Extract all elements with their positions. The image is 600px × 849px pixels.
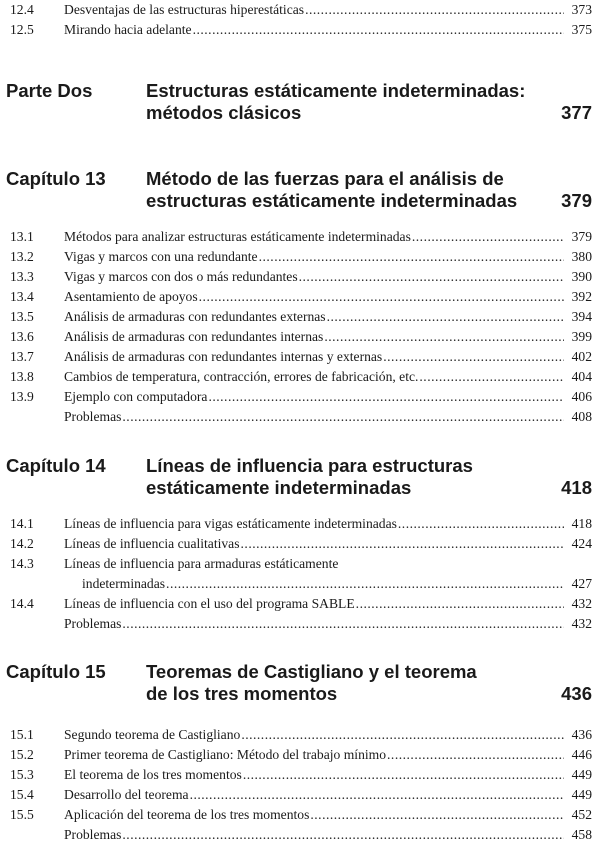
section-number: 12.5: [10, 22, 34, 37]
toc-entry: [0, 785, 600, 805]
leader-dots: [122, 825, 564, 845]
leader-dots: [122, 614, 564, 634]
leader-dots: [310, 805, 564, 825]
toc-entry-problems: [0, 407, 600, 427]
section-title: Segundo teorema de Castigliano: [64, 727, 241, 742]
chapter-page: 436: [561, 683, 592, 704]
section-number: 14.4: [10, 596, 34, 611]
section-number: 13.9: [10, 389, 34, 404]
section-number: 14.2: [10, 536, 34, 551]
page-number: 392: [571, 289, 592, 304]
section-title: Vigas y marcos con dos o más redundantes: [64, 269, 298, 284]
section-title: Asentamiento de apoyos: [64, 289, 198, 304]
leader-dots: [356, 594, 564, 614]
page-number: 449: [571, 767, 592, 782]
leader-dots: [243, 765, 564, 785]
leader-dots: [122, 407, 564, 427]
leader-dots: [419, 367, 564, 387]
toc-entry: [0, 0, 600, 20]
leader-dots: [241, 534, 564, 554]
section-title: Mirando hacia adelante: [64, 22, 192, 37]
leader-dots: [190, 785, 564, 805]
leader-dots: [324, 327, 564, 347]
part-page: 377: [561, 102, 592, 123]
toc-entry: [0, 594, 600, 614]
toc-entry-problems: [0, 614, 600, 634]
chapter-page: 418: [561, 477, 592, 498]
section-number: 15.5: [10, 807, 34, 822]
section-title: El teorema de los tres momentos: [64, 767, 242, 782]
section-title-continued: indeterminadas: [82, 576, 166, 591]
toc-entry: [0, 307, 600, 327]
page-number: 449: [571, 787, 592, 802]
chapter-title: Líneas de influencia para estructuras estáticamente indeterminadas: [146, 455, 473, 498]
section-number: 15.2: [10, 747, 34, 762]
toc-entry: [0, 387, 600, 407]
leader-dots: [305, 0, 564, 20]
section-title: Líneas de influencia para armaduras estáticamente: [64, 556, 339, 571]
leader-dots: [383, 347, 564, 367]
section-title: Desarrollo del teorema: [64, 787, 189, 802]
page-number: 399: [571, 329, 592, 344]
toc-entry: [0, 227, 600, 247]
section-number: 13.1: [10, 229, 34, 244]
section-title: Análisis de armaduras con redundantes internas: [64, 329, 324, 344]
section-title: Líneas de influencia con el uso del programa SABLE: [64, 596, 355, 611]
section-number: 13.4: [10, 289, 34, 304]
page-number: 380: [571, 249, 592, 264]
page-number: 436: [571, 727, 592, 742]
section-number: 15.1: [10, 727, 34, 742]
section-number: 13.2: [10, 249, 34, 264]
part-title: Estructuras estáticamente indeterminadas: métodos clásicos: [146, 80, 526, 123]
leader-dots: [398, 514, 564, 534]
section-title: Ejemplo con computadora: [64, 389, 208, 404]
toc-entry: [0, 805, 600, 825]
section-title: Análisis de armaduras con redundantes internas y externas: [64, 349, 383, 364]
leader-dots: [259, 247, 564, 267]
section-title: Análisis de armaduras con redundantes externas: [64, 309, 326, 324]
chapter-heading: [0, 455, 600, 499]
toc-entry-problems: [0, 825, 600, 845]
section-number: 12.4: [10, 2, 34, 17]
section-title: Desventajas de las estructuras hiperestáticas: [64, 2, 305, 17]
leader-dots: [241, 725, 564, 745]
section-number: 13.3: [10, 269, 34, 284]
toc-entry: [0, 534, 600, 554]
page-number: 408: [571, 409, 592, 424]
page-number: 432: [571, 616, 592, 631]
section-title: Vigas y marcos con una redundante: [64, 249, 258, 264]
page-number: 373: [571, 2, 592, 17]
section-number: 13.7: [10, 349, 34, 364]
part-heading: [0, 80, 600, 124]
section-number: 14.1: [10, 516, 34, 531]
page-number: 446: [571, 747, 592, 762]
leader-dots: [166, 574, 564, 594]
toc-entry: [0, 745, 600, 765]
leader-dots: [412, 227, 564, 247]
section-title: Problemas: [64, 827, 122, 842]
page-number: 406: [571, 389, 592, 404]
section-title: Problemas: [64, 409, 122, 424]
section-title: Cambios de temperatura, contracción, errores de fabricación, etc.: [64, 369, 419, 384]
page-number: 375: [571, 22, 592, 37]
chapter-label: Capítulo 13: [6, 168, 106, 189]
chapter-page: 379: [561, 190, 592, 211]
leader-dots: [199, 287, 564, 307]
section-number: 15.3: [10, 767, 34, 782]
toc-entry: [0, 514, 600, 534]
page-number: 390: [571, 269, 592, 284]
page-number: 424: [571, 536, 592, 551]
toc-entry: [0, 765, 600, 785]
toc-entry-continuation: [0, 574, 600, 594]
section-number: 13.8: [10, 369, 34, 384]
toc-entry: [0, 20, 600, 40]
page-number: 452: [571, 807, 592, 822]
page-number: 394: [571, 309, 592, 324]
page-number: 418: [571, 516, 592, 531]
section-title: Líneas de influencia para vigas estáticamente indeterminadas: [64, 516, 397, 531]
section-title: Métodos para analizar estructuras estáticamente indeterminadas: [64, 229, 411, 244]
section-title: Líneas de influencia cualitativas: [64, 536, 240, 551]
page-number: 379: [571, 229, 592, 244]
toc-entry: [0, 347, 600, 367]
chapter-heading: [0, 168, 600, 212]
page-number: 402: [571, 349, 592, 364]
page-number: 432: [571, 596, 592, 611]
page-number: 458: [571, 827, 592, 842]
chapter-title: Teoremas de Castigliano y el teorema de los tres momentos: [146, 661, 477, 704]
chapter-heading: [0, 661, 600, 705]
leader-dots: [299, 267, 564, 287]
chapter-title: Método de las fuerzas para el análisis de estructuras estáticamente indeterminadas: [146, 168, 518, 211]
toc-entry: [0, 725, 600, 745]
page-number: 404: [571, 369, 592, 384]
leader-dots: [208, 387, 564, 407]
section-title: Primer teorema de Castigliano: Método del trabajo mínimo: [64, 747, 387, 762]
section-number: 13.6: [10, 329, 34, 344]
toc-entry: [0, 267, 600, 287]
page-number: 427: [571, 576, 592, 591]
toc-entry: [0, 327, 600, 347]
leader-dots: [387, 745, 564, 765]
section-number: 14.3: [10, 556, 34, 571]
part-label: Parte Dos: [6, 80, 93, 101]
toc-entry: [0, 287, 600, 307]
toc-entry: [0, 367, 600, 387]
leader-dots: [193, 20, 564, 40]
leader-dots: [327, 307, 564, 327]
toc-entry: [0, 247, 600, 267]
section-title: Aplicación del teorema de los tres momentos: [64, 807, 310, 822]
section-number: 13.5: [10, 309, 34, 324]
toc-entry-first-line: [0, 554, 600, 574]
chapter-label: Capítulo 14: [6, 455, 106, 476]
chapter-label: Capítulo 15: [6, 661, 106, 682]
section-number: 15.4: [10, 787, 34, 802]
section-title: Problemas: [64, 616, 122, 631]
